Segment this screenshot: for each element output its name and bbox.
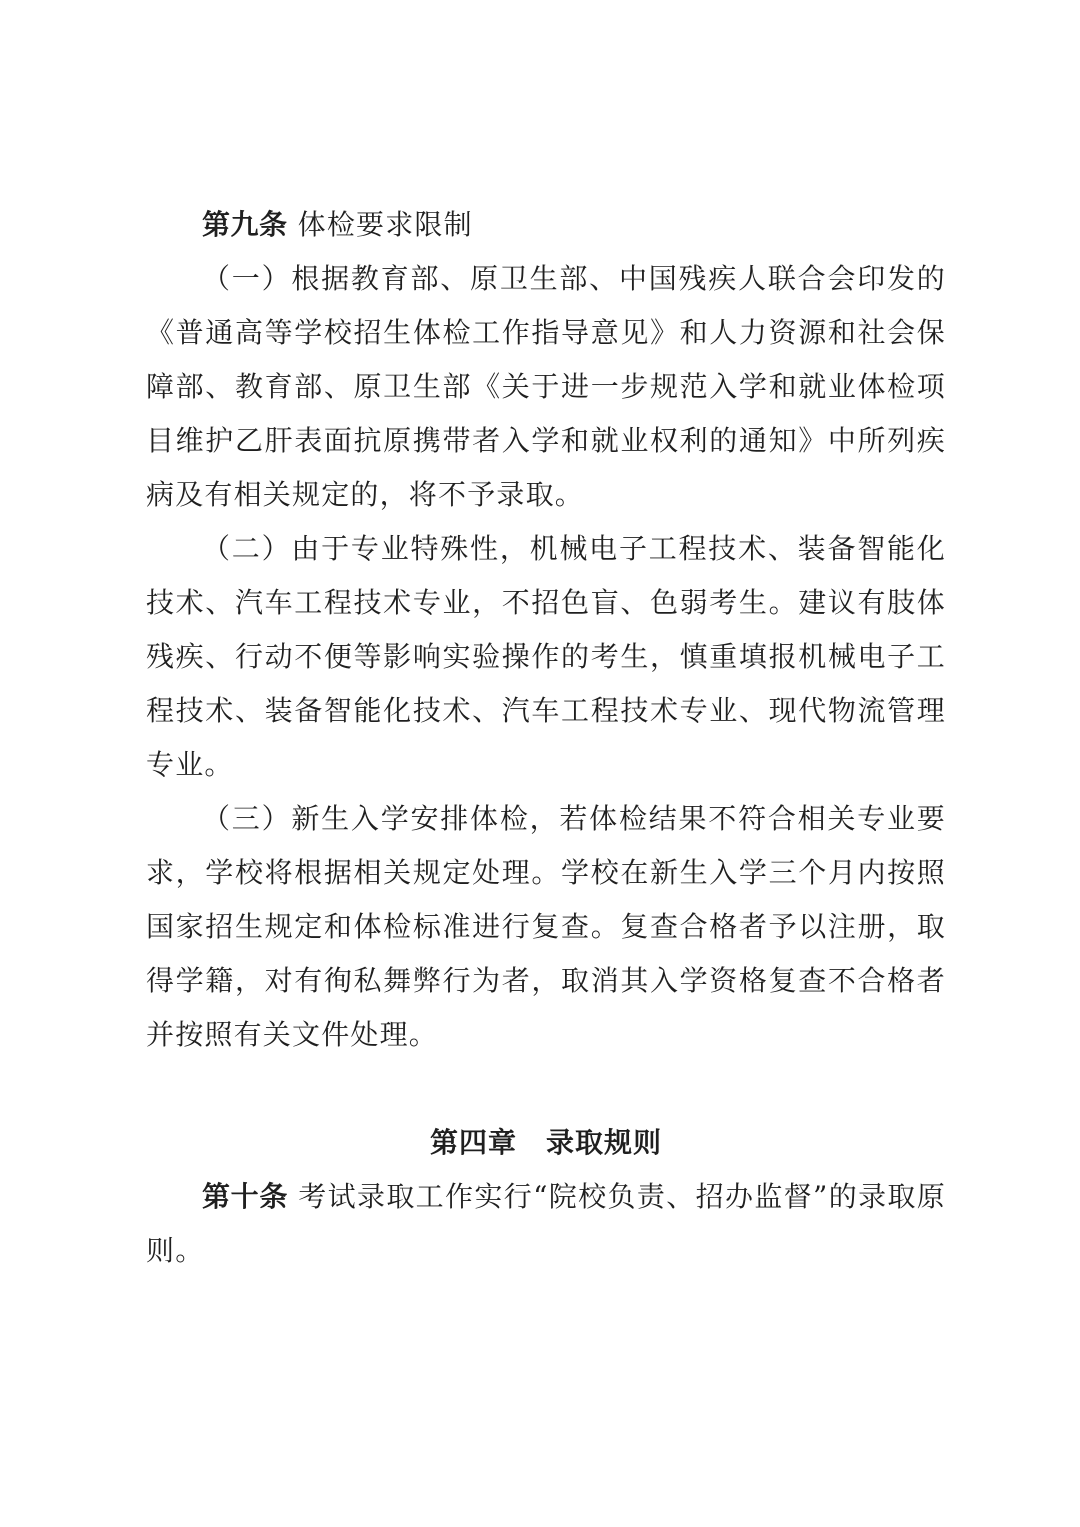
article-9-label: 第九条 — [202, 208, 288, 241]
article-9-title: 体检要求限制 — [297, 208, 473, 241]
article-10-text: 考试录取工作实行“院校负责、招办监督”的录取原则。 — [146, 1180, 946, 1267]
article-9-item-3: （三）新生入学安排体检，若体检结果不符合相关专业要求，学校将根据相关规定处理。学校在新生入学三个月内按照国家招生规定和体检标准进行复查。复查合格者予以注册，取得学籍，对有徇私舞弊行为者，取消其入学资格复查不合格者并按照有关文件处理。 — [146, 802, 946, 1051]
document-content — [146, 198, 946, 1278]
article-9-item-1: （一）根据教育部、原卫生部、中国残疾人联合会印发的《普通高等学校招生体检工作指导意见》和人力资源和社会保障部、教育部、原卫生部《关于进一步规范入学和就业体检项目维护乙肝表面抗原携带者入学和就业权利的通知》中所列疾病及有相关规定的，将不予录取。 — [146, 262, 946, 511]
chapter-4-heading: 第四章 录取规则 — [429, 1126, 662, 1159]
article-10-label: 第十条 — [202, 1180, 288, 1213]
article-9-heading — [146, 198, 946, 252]
article-9-item-2: （二）由于专业特殊性，机械电子工程技术、装备智能化技术、汽车工程技术专业，不招色盲、色弱考生。建议有肢体残疾、行动不便等影响实验操作的考生，慎重填报机械电子工程技术、装备智能化技术、汽车工程技术专业、现代物流管理专业。 — [146, 532, 946, 781]
article-10-paragraph — [146, 1170, 946, 1278]
